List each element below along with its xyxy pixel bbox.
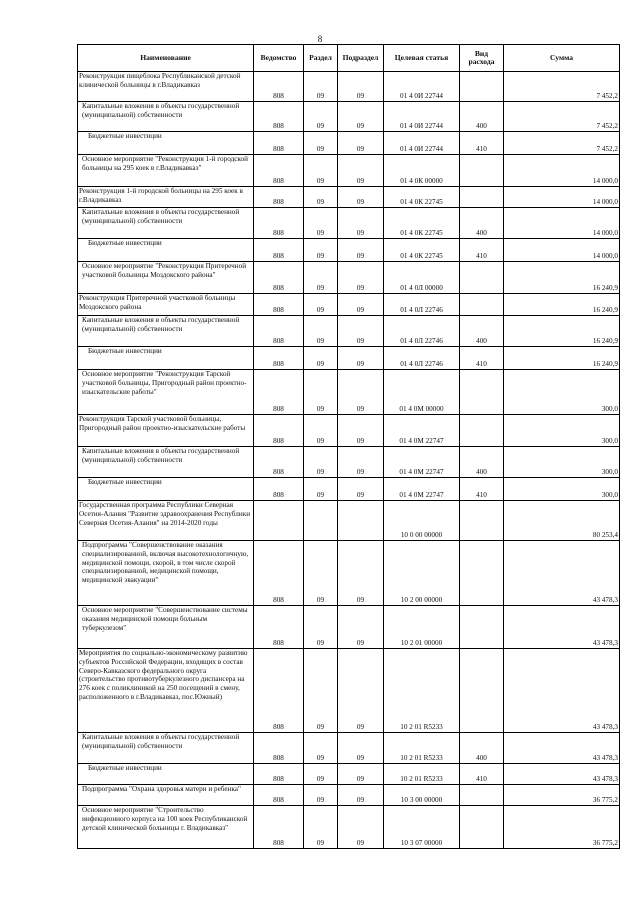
cell-section: 09 — [304, 764, 338, 785]
cell-target: 01 4 0К 22745 — [384, 239, 460, 262]
header-exp-type: Вид расхода — [460, 45, 504, 72]
cell-dept: 808 — [254, 294, 304, 316]
cell-dept: 808 — [254, 806, 304, 849]
cell-dept: 808 — [254, 187, 304, 208]
budget-table — [77, 44, 620, 849]
table-row — [78, 347, 620, 370]
cell-exp-type: 410 — [460, 764, 504, 785]
cell-subsection: 09 — [338, 187, 384, 208]
cell-exp-type — [460, 72, 504, 102]
cell-amount: 300,0 — [504, 370, 620, 415]
table-row — [78, 785, 620, 806]
cell-subsection: 09 — [338, 155, 384, 187]
cell-subsection: 09 — [338, 132, 384, 155]
cell-subsection: 09 — [338, 478, 384, 501]
cell-target: 01 4 0М 22747 — [384, 447, 460, 478]
cell-target: 01 4 0Л 22746 — [384, 347, 460, 370]
cell-name: Основное мероприятие "Совершенствование системы оказания медицинской помощи больным туберкулезом" — [78, 606, 254, 649]
cell-amount: 14 000,0 — [504, 239, 620, 262]
cell-name: Бюджетные инвестиции — [78, 764, 254, 785]
cell-section: 09 — [304, 649, 338, 733]
table-row — [78, 733, 620, 764]
cell-amount: 300,0 — [504, 478, 620, 501]
cell-subsection: 09 — [338, 764, 384, 785]
cell-name: Реконструкция Притеречной участковой больницы Моздокского района — [78, 294, 254, 316]
cell-section: 09 — [304, 541, 338, 606]
cell-exp-type: 410 — [460, 347, 504, 370]
cell-dept — [254, 501, 304, 541]
cell-target: 01 4 0Л 22746 — [384, 294, 460, 316]
cell-exp-type — [460, 606, 504, 649]
header-amount: Сумма — [504, 45, 620, 72]
cell-target: 10 2 01 R5233 — [384, 649, 460, 733]
cell-subsection: 09 — [338, 347, 384, 370]
cell-section: 09 — [304, 370, 338, 415]
cell-name: Подпрограмма "Совершенствование оказания специализированной, включая высокотехнологичную, медицинской помощи, скорой, в том числе скорой специализированной, медицинской помощи, медицинской эвакуации" — [78, 541, 254, 606]
cell-subsection: 09 — [338, 733, 384, 764]
cell-target: 10 3 00 00000 — [384, 785, 460, 806]
cell-target: 01 4 0К 22745 — [384, 208, 460, 239]
cell-subsection: 09 — [338, 447, 384, 478]
cell-amount: 80 253,4 — [504, 501, 620, 541]
cell-name: Капитальные вложения в объекты государственной (муниципальной) собственности — [78, 316, 254, 347]
cell-amount: 16 240,9 — [504, 294, 620, 316]
cell-subsection: 09 — [338, 262, 384, 294]
cell-target: 01 4 0И 22744 — [384, 102, 460, 132]
header-target: Целевая статья — [384, 45, 460, 72]
cell-section: 09 — [304, 806, 338, 849]
cell-section: 09 — [304, 262, 338, 294]
cell-target: 01 4 0К 00000 — [384, 155, 460, 187]
cell-exp-type — [460, 649, 504, 733]
cell-target: 01 4 0М 22747 — [384, 415, 460, 447]
cell-exp-type — [460, 155, 504, 187]
cell-subsection: 09 — [338, 785, 384, 806]
cell-exp-type — [460, 370, 504, 415]
cell-subsection — [338, 501, 384, 541]
cell-exp-type — [460, 187, 504, 208]
cell-name: Бюджетные инвестиции — [78, 478, 254, 501]
cell-section: 09 — [304, 208, 338, 239]
cell-name: Капитальные вложения в объекты государственной (муниципальной) собственности — [78, 208, 254, 239]
cell-target: 01 4 0К 22745 — [384, 187, 460, 208]
cell-subsection: 09 — [338, 72, 384, 102]
table-row — [78, 370, 620, 415]
cell-section: 09 — [304, 606, 338, 649]
cell-section: 09 — [304, 72, 338, 102]
cell-name: Основное мероприятие "Реконструкция 1-й городской больницы на 295 коек в г.Владикавказ" — [78, 155, 254, 187]
cell-section: 09 — [304, 478, 338, 501]
cell-amount: 16 240,9 — [504, 262, 620, 294]
cell-dept: 808 — [254, 239, 304, 262]
cell-amount: 43 478,3 — [504, 733, 620, 764]
cell-subsection: 09 — [338, 606, 384, 649]
cell-exp-type: 400 — [460, 447, 504, 478]
cell-subsection: 09 — [338, 208, 384, 239]
cell-section: 09 — [304, 733, 338, 764]
cell-dept: 808 — [254, 541, 304, 606]
cell-exp-type — [460, 415, 504, 447]
table-row — [78, 541, 620, 606]
cell-exp-type: 400 — [460, 733, 504, 764]
cell-amount: 7 452,2 — [504, 102, 620, 132]
cell-subsection: 09 — [338, 102, 384, 132]
cell-section: 09 — [304, 415, 338, 447]
cell-name: Реконструкция Тарской участковой больницы, Пригородный район проектно-изыскательские работы — [78, 415, 254, 447]
cell-amount: 16 240,9 — [504, 316, 620, 347]
table-row — [78, 132, 620, 155]
cell-amount: 14 000,0 — [504, 187, 620, 208]
cell-section: 09 — [304, 294, 338, 316]
cell-subsection: 09 — [338, 294, 384, 316]
cell-subsection: 09 — [338, 316, 384, 347]
cell-exp-type: 400 — [460, 102, 504, 132]
table-row — [78, 447, 620, 478]
cell-name: Реконструкция 1-й городской больницы на 295 коек в г.Владикавказ — [78, 187, 254, 208]
cell-exp-type: 410 — [460, 239, 504, 262]
cell-dept: 808 — [254, 347, 304, 370]
cell-exp-type — [460, 785, 504, 806]
cell-subsection: 09 — [338, 239, 384, 262]
cell-dept: 808 — [254, 316, 304, 347]
cell-dept: 808 — [254, 155, 304, 187]
cell-dept: 808 — [254, 733, 304, 764]
cell-target: 10 3 07 00000 — [384, 806, 460, 849]
cell-name: Подпрограмма "Охрана здоровья матери и ребенка" — [78, 785, 254, 806]
cell-subsection: 09 — [338, 415, 384, 447]
cell-section: 09 — [304, 155, 338, 187]
cell-subsection: 09 — [338, 541, 384, 606]
cell-dept: 808 — [254, 72, 304, 102]
cell-name: Капитальные вложения в объекты государственной (муниципальной) собственности — [78, 733, 254, 764]
cell-amount: 36 775,2 — [504, 785, 620, 806]
cell-section: 09 — [304, 447, 338, 478]
cell-section: 09 — [304, 187, 338, 208]
table-row — [78, 187, 620, 208]
cell-dept: 808 — [254, 649, 304, 733]
table-header-row — [78, 45, 620, 72]
cell-dept: 808 — [254, 132, 304, 155]
cell-dept: 808 — [254, 447, 304, 478]
table-row — [78, 316, 620, 347]
cell-dept: 808 — [254, 370, 304, 415]
cell-exp-type — [460, 294, 504, 316]
cell-exp-type — [460, 501, 504, 541]
cell-amount: 43 478,3 — [504, 606, 620, 649]
header-subsection: Подраздел — [338, 45, 384, 72]
table-row — [78, 262, 620, 294]
cell-dept: 808 — [254, 478, 304, 501]
cell-amount: 14 000,0 — [504, 208, 620, 239]
cell-dept: 808 — [254, 102, 304, 132]
cell-dept: 808 — [254, 262, 304, 294]
cell-name: Бюджетные инвестиции — [78, 132, 254, 155]
cell-dept: 808 — [254, 764, 304, 785]
cell-target: 01 4 0Л 22746 — [384, 316, 460, 347]
cell-target: 01 4 0М 22747 — [384, 478, 460, 501]
cell-section: 09 — [304, 239, 338, 262]
cell-amount: 7 452,2 — [504, 72, 620, 102]
cell-target: 10 2 01 R5233 — [384, 733, 460, 764]
cell-amount: 300,0 — [504, 447, 620, 478]
page-number: 8 — [317, 34, 323, 44]
cell-exp-type: 400 — [460, 316, 504, 347]
table-row — [78, 649, 620, 733]
cell-amount: 300,0 — [504, 415, 620, 447]
cell-section: 09 — [304, 102, 338, 132]
cell-target: 01 4 0Л 00000 — [384, 262, 460, 294]
cell-amount: 43 478,3 — [504, 541, 620, 606]
cell-exp-type — [460, 806, 504, 849]
cell-target: 01 4 0И 22744 — [384, 72, 460, 102]
cell-target: 01 4 0И 22744 — [384, 132, 460, 155]
cell-subsection: 09 — [338, 649, 384, 733]
cell-amount: 14 000,0 — [504, 155, 620, 187]
table-row — [78, 764, 620, 785]
cell-section — [304, 501, 338, 541]
cell-name: Капитальные вложения в объекты государственной (муниципальной) собственности — [78, 102, 254, 132]
cell-exp-type — [460, 541, 504, 606]
table-row — [78, 239, 620, 262]
table-row — [78, 155, 620, 187]
cell-dept: 808 — [254, 606, 304, 649]
cell-name: Бюджетные инвестиции — [78, 239, 254, 262]
cell-amount: 43 478,3 — [504, 764, 620, 785]
cell-exp-type: 410 — [460, 132, 504, 155]
cell-target: 10 2 00 00000 — [384, 541, 460, 606]
table-row — [78, 102, 620, 132]
table-row — [78, 806, 620, 849]
cell-name: Бюджетные инвестиции — [78, 347, 254, 370]
cell-name: Основное мероприятие "Строительство инфекционного корпуса на 100 коек Республиканской детской клинической больницы г. Владикавказ" — [78, 806, 254, 849]
cell-exp-type — [460, 262, 504, 294]
table-row — [78, 478, 620, 501]
cell-amount: 16 240,9 — [504, 347, 620, 370]
cell-section: 09 — [304, 785, 338, 806]
cell-section: 09 — [304, 132, 338, 155]
cell-subsection: 09 — [338, 370, 384, 415]
cell-name: Капитальные вложения в объекты государственной (муниципальной) собственности — [78, 447, 254, 478]
table-row — [78, 606, 620, 649]
header-dept: Ведомство — [254, 45, 304, 72]
cell-target: 10 2 01 00000 — [384, 606, 460, 649]
cell-name: Реконструкция пищеблока Республиканской детской клинической больницы в г.Владикавказ — [78, 72, 254, 102]
table-row — [78, 501, 620, 541]
table-row — [78, 415, 620, 447]
table-row — [78, 208, 620, 239]
cell-exp-type: 410 — [460, 478, 504, 501]
table-row — [78, 294, 620, 316]
cell-dept: 808 — [254, 208, 304, 239]
cell-section: 09 — [304, 347, 338, 370]
cell-amount: 7 452,2 — [504, 132, 620, 155]
cell-name: Основное мероприятие "Реконструкция Притеречной участковой больницы Моздокского района" — [78, 262, 254, 294]
cell-name: Мероприятия по социально-экономическому развитию субъектов Российской Федерации, входящих в состав Северо-Кавказского федерального округа (строительство противотуберкулезного диспансера на 276 коек с поликлиникой на 250 посещений в смену, расположенного в г.Владикавказ, пос.Южный) — [78, 649, 254, 733]
cell-subsection: 09 — [338, 806, 384, 849]
cell-name: Основное мероприятие "Реконструкция Тарской участковой больницы, Пригородный район проектно-изыскательские работы" — [78, 370, 254, 415]
cell-dept: 808 — [254, 785, 304, 806]
header-section: Раздел — [304, 45, 338, 72]
cell-dept: 808 — [254, 415, 304, 447]
cell-section: 09 — [304, 316, 338, 347]
cell-name: Государственная программа Республики Северная Осетия-Алания "Развитие здравоохранения Республики Северная Осетия-Алания" на 2014-2020 годы — [78, 501, 254, 541]
cell-target: 10 0 00 00000 — [384, 501, 460, 541]
cell-exp-type: 400 — [460, 208, 504, 239]
header-name: Наименование — [78, 45, 254, 72]
cell-amount: 43 478,3 — [504, 649, 620, 733]
cell-target: 01 4 0М 00000 — [384, 370, 460, 415]
table-row — [78, 72, 620, 102]
cell-target: 10 2 01 R5233 — [384, 764, 460, 785]
cell-amount: 36 775,2 — [504, 806, 620, 849]
